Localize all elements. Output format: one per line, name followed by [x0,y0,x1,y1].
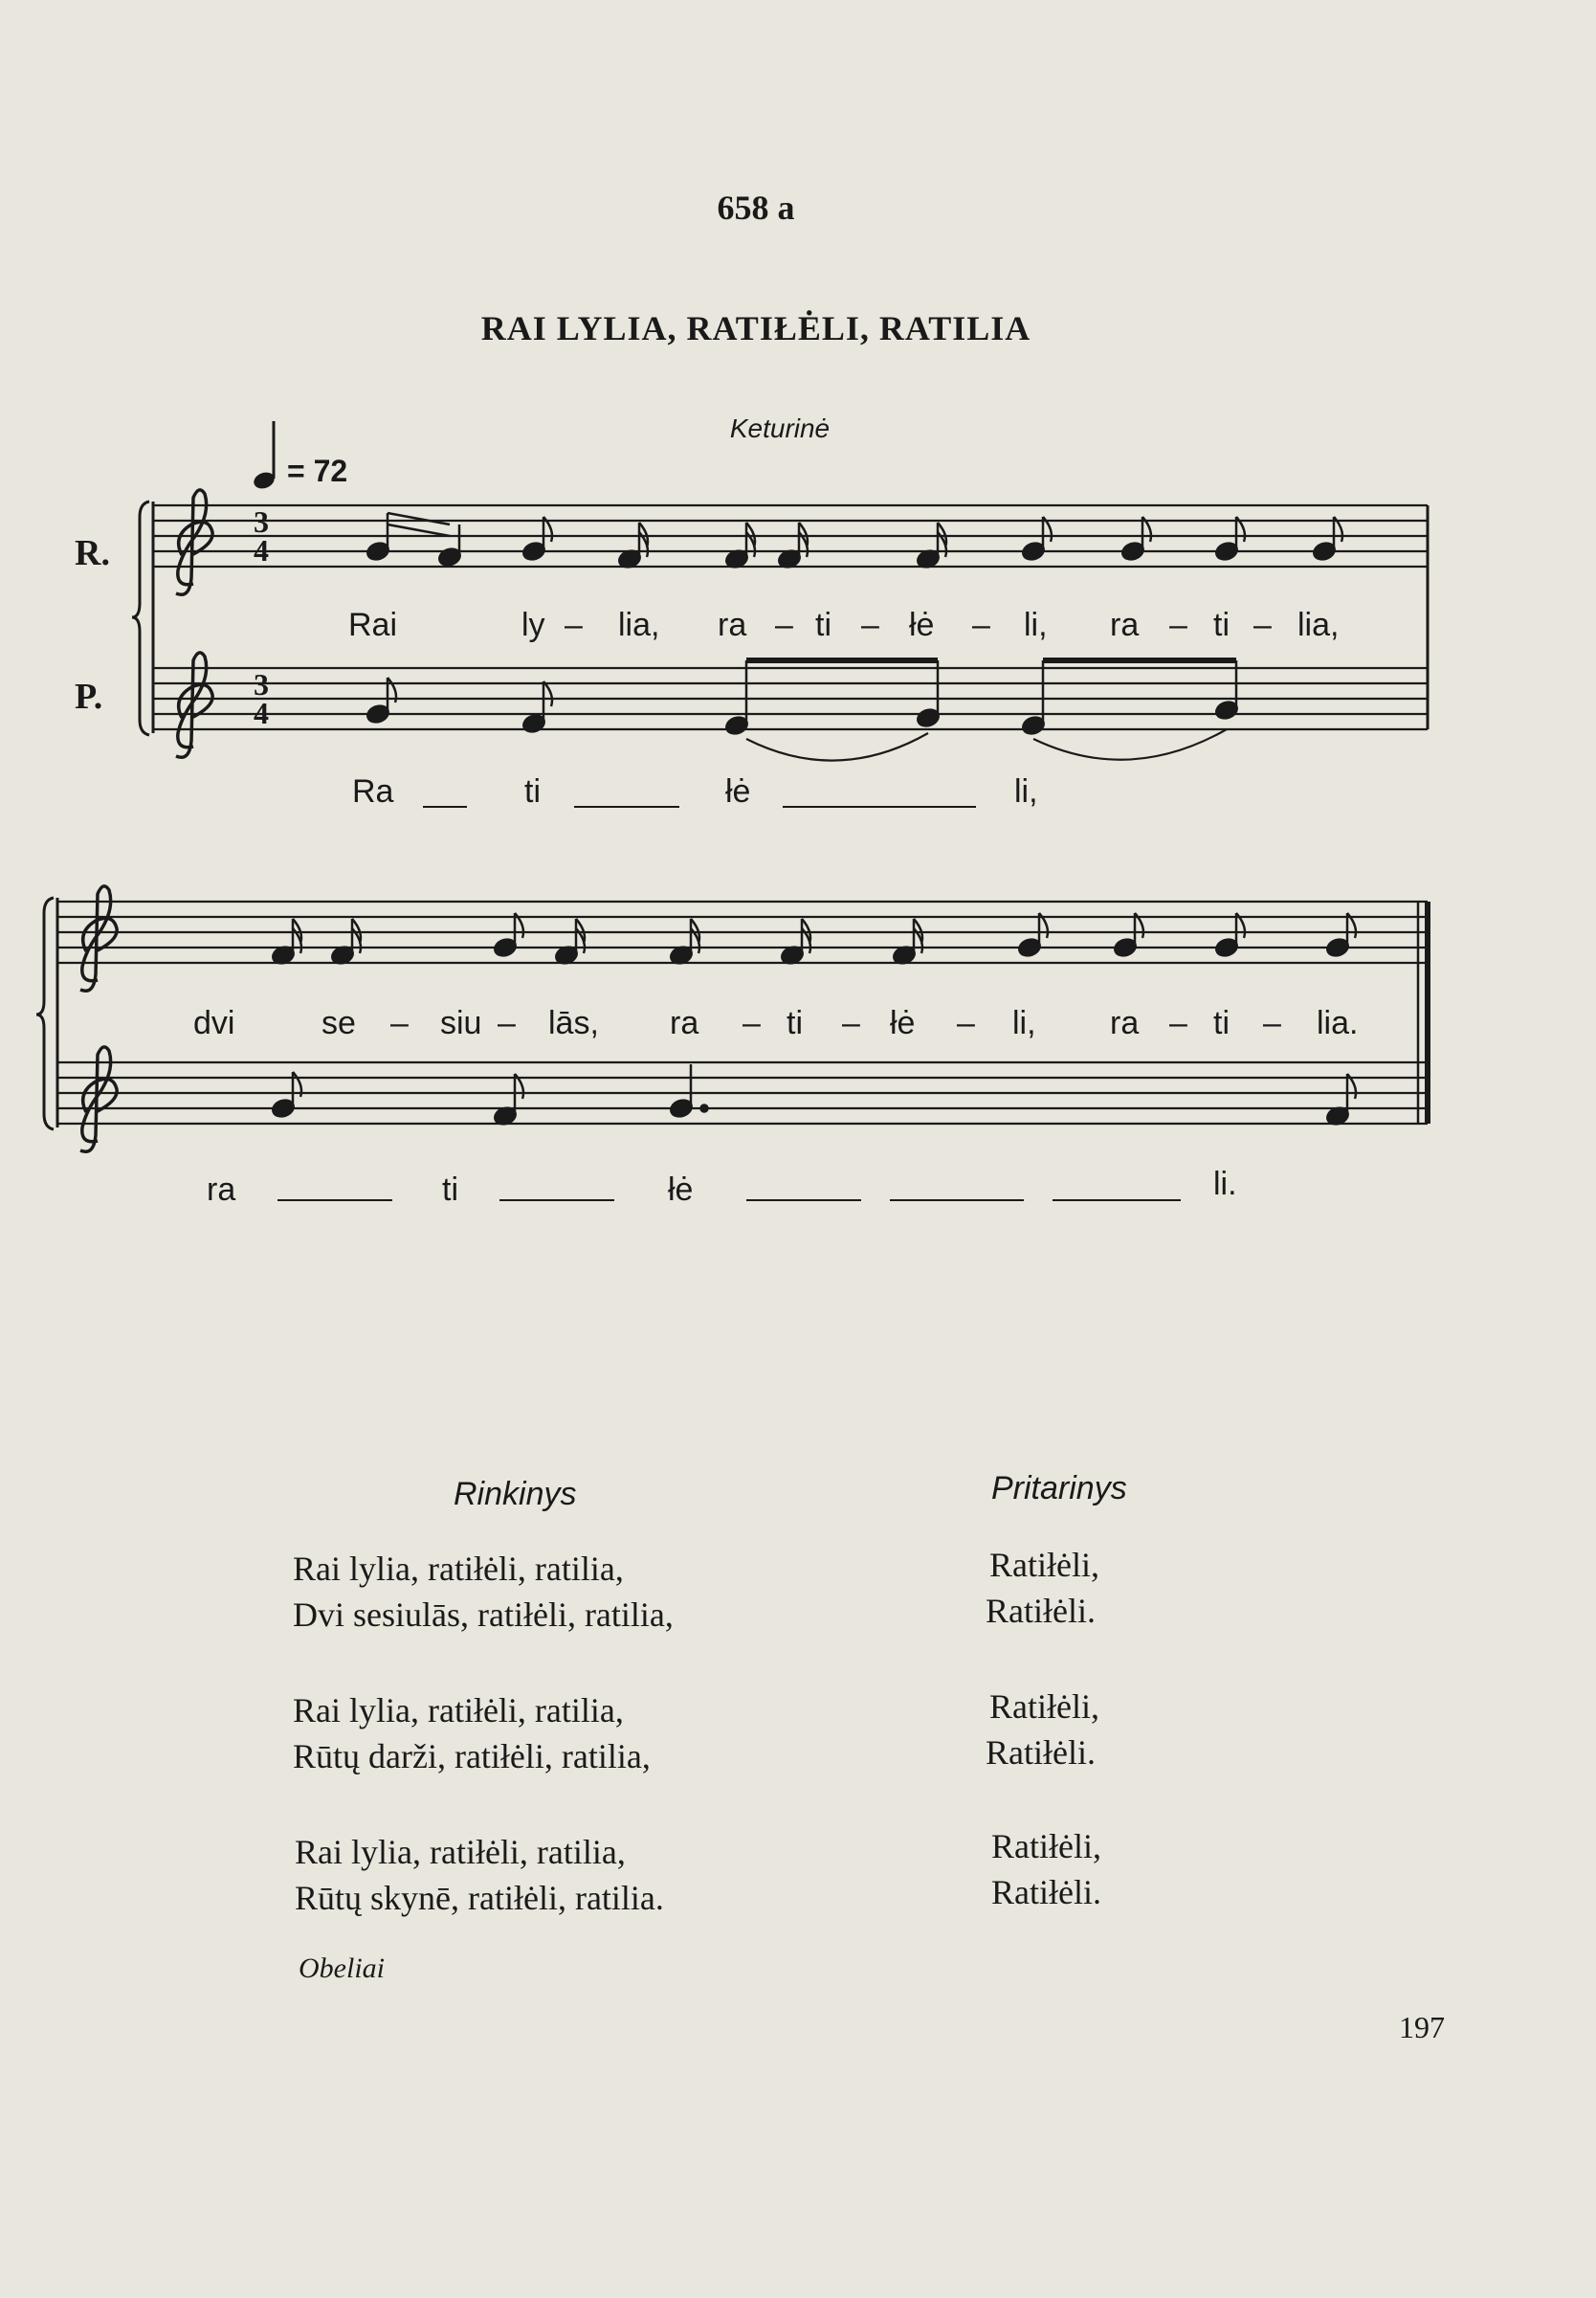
time-sig-lower [254,667,269,730]
tempo-note [252,421,277,491]
lyric-hyphen: – [1253,607,1272,643]
lyric-syllable: ly [521,607,545,643]
verse-line: Rai lylia, ratiłėli, ratilia, [293,1691,624,1729]
lyric-syllable: li. [1213,1166,1237,1202]
lyric-hyphen: – [775,607,793,643]
lyric-syllable: łė [909,607,935,643]
lyric-hyphen: – [498,1005,516,1041]
tempo-marking: = 72 [287,454,348,488]
voice-label-r: R. [75,533,110,573]
lyric-syllable: ra [718,607,747,643]
lyric-syllable: li, [1012,1005,1036,1041]
lyric-syllable: li, [1014,773,1038,810]
time-sig-numerator: 3 [254,667,269,702]
lyric-syllable: ti [815,607,831,643]
notes-system1-lower [366,660,1239,761]
refrain-line: Ratiłėli. [986,1592,1096,1630]
lyric-syllable: ti [524,773,541,810]
verse-line: Rūtų skynē, ratiłėli, ratilia. [295,1879,664,1917]
lyric-syllable: se [321,1005,356,1041]
verse-line: Rai lylia, ratiłėli, ratilia, [293,1550,624,1588]
time-sig-denominator: 4 [254,533,269,568]
lyric-syllable: ti [1213,607,1230,643]
heading-rinkinys: Rinkinys [454,1476,577,1512]
lyric-syllable: lia, [1297,607,1340,643]
treble-clefs [80,490,212,1151]
lyric-syllable: łė [890,1005,916,1041]
place-of-origin: Obeliai [299,1952,385,1984]
refrain-line: Ratiłėli, [989,1546,1099,1584]
song-title: RAI LYLIA, RATIŁĖLI, RATILIA [480,309,1031,347]
lyric-hyphen: – [743,1005,761,1041]
lyric-syllable: ra [1110,607,1140,643]
time-sig-denominator: 4 [254,696,269,730]
song-number: 658 a [717,189,795,227]
refrain-line: Ratiłėli, [991,1827,1101,1865]
lyric-syllable: Rai [348,607,398,643]
page-number: 197 [1399,2010,1445,2044]
verse-line: Rūtų darži, ratiłėli, ratilia, [293,1737,651,1775]
lyric-syllable: Ra [352,773,394,810]
time-sig-numerator: 3 [254,504,269,539]
lyric-syllable: lia, [618,607,660,643]
lyric-syllable: ra [207,1171,236,1208]
verse-line: Dvi sesiulās, ratiłėli, ratilia, [293,1595,674,1634]
refrain-line: Ratiłėli. [991,1873,1101,1911]
lyric-hyphen: – [957,1005,975,1041]
time-sig-upper [254,504,269,568]
lyric-syllable: ra [670,1005,699,1041]
lyric-hyphen: – [861,607,879,643]
lyric-extenders [277,807,1181,1200]
verse-line: Rai lylia, ratiłėli, ratilia, [295,1833,626,1871]
lyric-hyphen: – [1263,1005,1281,1041]
lyric-syllable: siu [440,1005,482,1041]
lyric-syllable: lia. [1317,1005,1359,1041]
lyric-syllable: lās, [548,1005,599,1041]
notes-system2-upper [271,913,1356,966]
lyric-syllable: ra [1110,1005,1140,1041]
heading-pritarinys: Pritarinys [991,1470,1127,1506]
lyric-syllable: ti [1213,1005,1230,1041]
lyric-hyphen: – [1169,1005,1187,1041]
refrain-line: Ratiłėli, [989,1687,1099,1726]
lyric-syllable: ti [787,1005,803,1041]
notes-system2-lower [271,1064,1356,1127]
lyric-syllable: łė [668,1171,694,1208]
lyric-syllable: ti [442,1171,458,1208]
lyric-hyphen: – [1169,607,1187,643]
refrain-line: Ratiłėli. [986,1733,1096,1772]
song-genre: Keturinė [729,413,831,443]
lyric-syllable: li, [1024,607,1048,643]
lyric-hyphen: – [565,607,583,643]
lyric-syllable: łė [725,773,751,810]
lyric-syllable: dvi [193,1005,235,1041]
voice-label-p: P. [75,677,103,717]
lyric-hyphen: – [390,1005,409,1041]
lyric-hyphen: – [972,607,990,643]
lyric-hyphen: – [842,1005,860,1041]
